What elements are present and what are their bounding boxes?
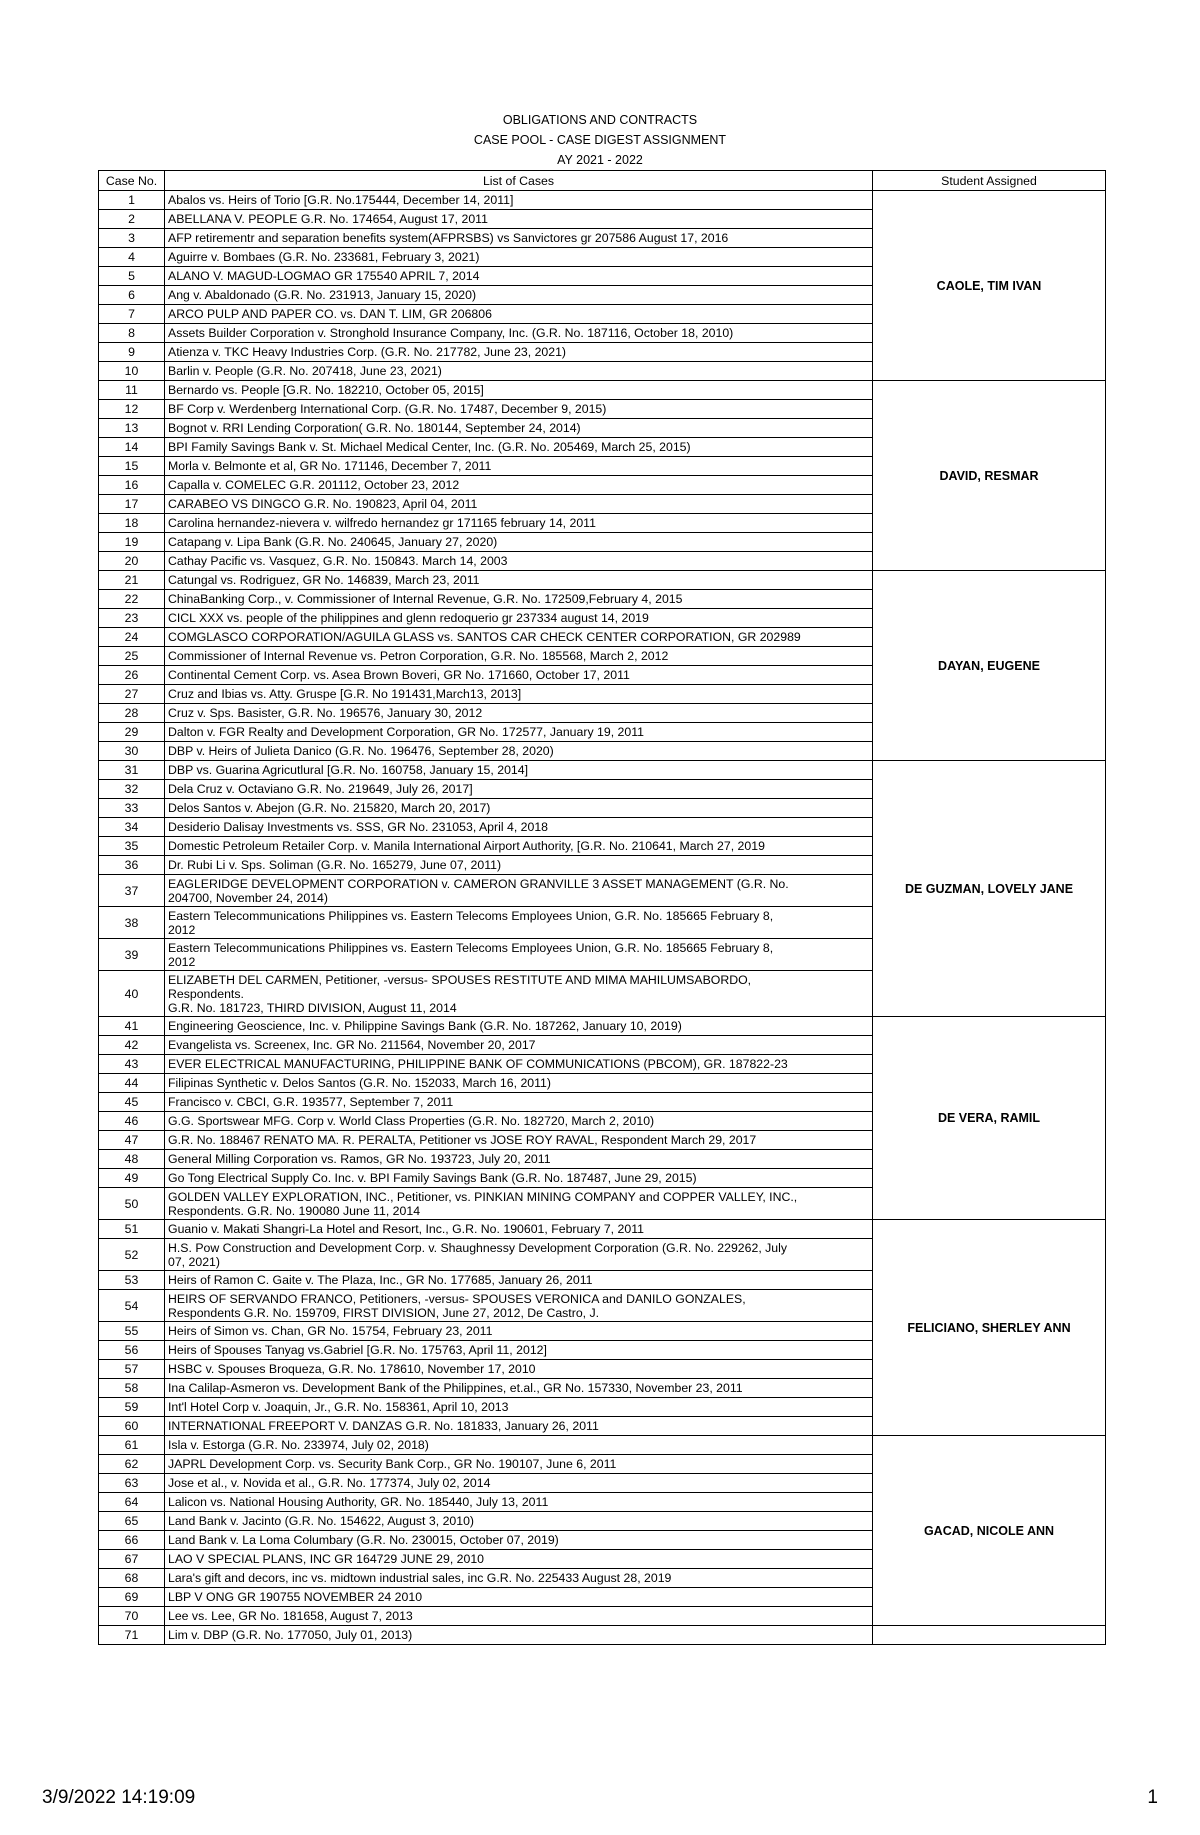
case-title: Dr. Rubi Li v. Sps. Soliman (G.R. No. 165279, June 07, 2011) — [165, 856, 873, 875]
student-assigned: DAVID, RESMAR — [873, 381, 1106, 571]
case-number: 26 — [99, 666, 165, 685]
case-number: 14 — [99, 438, 165, 457]
case-title: Barlin v. People (G.R. No. 207418, June 23, 2021) — [165, 362, 873, 381]
case-number: 13 — [99, 419, 165, 438]
case-title: G.G. Sportswear MFG. Corp v. World Class Properties (G.R. No. 182720, March 2, 2010) — [165, 1112, 873, 1131]
case-title: DBP v. Heirs of Julieta Danico (G.R. No. 196476, September 28, 2020) — [165, 742, 873, 761]
case-number: 51 — [99, 1220, 165, 1239]
case-number: 19 — [99, 533, 165, 552]
case-title: BF Corp v. Werdenberg International Corp. (G.R. No. 17487, December 9, 2015) — [165, 400, 873, 419]
case-number: 56 — [99, 1341, 165, 1360]
case-number: 66 — [99, 1531, 165, 1550]
student-assigned — [873, 1626, 1106, 1645]
case-number: 10 — [99, 362, 165, 381]
case-title: Bognot v. RRI Lending Corporation( G.R. No. 180144, September 24, 2014) — [165, 419, 873, 438]
case-title: CICL XXX vs. people of the philippines and glenn redoquerio gr 237334 august 14, 2019 — [165, 609, 873, 628]
case-number: 58 — [99, 1379, 165, 1398]
case-number: 24 — [99, 628, 165, 647]
case-number: 67 — [99, 1550, 165, 1569]
case-title: CARABEO VS DINGCO G.R. No. 190823, April 04, 2011 — [165, 495, 873, 514]
case-title: Lim v. DBP (G.R. No. 177050, July 01, 2013) — [165, 1626, 873, 1645]
header-case-no: Case No. — [99, 171, 165, 191]
case-title: Catungal vs. Rodriguez, GR No. 146839, March 23, 2011 — [165, 571, 873, 590]
case-title: Assets Builder Corporation v. Stronghold Insurance Company, Inc. (G.R. No. 187116, October 18, 2010) — [165, 324, 873, 343]
case-number: 59 — [99, 1398, 165, 1417]
case-number: 30 — [99, 742, 165, 761]
case-number: 64 — [99, 1493, 165, 1512]
case-number: 39 — [99, 939, 165, 971]
case-title: DBP vs. Guarina Agricutlural [G.R. No. 160758, January 15, 2014] — [165, 761, 873, 780]
case-title: Catapang v. Lipa Bank (G.R. No. 240645, January 27, 2020) — [165, 533, 873, 552]
page-number: 1 — [1147, 1787, 1158, 1808]
case-number: 20 — [99, 552, 165, 571]
case-title-line: ELIZABETH DEL CARMEN, Petitioner, -versus- SPOUSES RESTITUTE AND MIMA MAHILUMSABORDO, — [168, 972, 752, 987]
case-number: 65 — [99, 1512, 165, 1531]
case-title: INTERNATIONAL FREEPORT V. DANZAS G.R. No. 181833, January 26, 2011 — [165, 1417, 873, 1436]
case-title: COMGLASCO CORPORATION/AGUILA GLASS vs. SANTOS CAR CHECK CENTER CORPORATION, GR 202989 — [165, 628, 873, 647]
case-number: 61 — [99, 1436, 165, 1455]
case-number: 42 — [99, 1036, 165, 1055]
case-number: 40 — [99, 971, 165, 1017]
case-number: 27 — [99, 685, 165, 704]
case-title: Bernardo vs. People [G.R. No. 182210, October 05, 2015] — [165, 381, 873, 400]
course-title: OBLIGATIONS AND CONTRACTS — [502, 113, 698, 127]
student-assigned: DE GUZMAN, LOVELY JANE — [873, 761, 1106, 1017]
case-title: Isla v. Estorga (G.R. No. 233974, July 02, 2018) — [165, 1436, 873, 1455]
case-title: Heirs of Spouses Tanyag vs.Gabriel [G.R. No. 175763, April 11, 2012] — [165, 1341, 873, 1360]
case-title: Ang v. Abaldonado (G.R. No. 231913, January 15, 2020) — [165, 286, 873, 305]
case-title: Morla v. Belmonte et al, GR No. 171146, December 7, 2011 — [165, 457, 873, 476]
case-number: 3 — [99, 229, 165, 248]
case-title-line: Respondents. — [168, 986, 244, 1001]
case-number: 34 — [99, 818, 165, 837]
case-number: 32 — [99, 780, 165, 799]
case-number: 46 — [99, 1112, 165, 1131]
case-title — [165, 1239, 873, 1271]
case-title: General Milling Corporation vs. Ramos, GR No. 193723, July 20, 2011 — [165, 1150, 873, 1169]
case-number: 16 — [99, 476, 165, 495]
case-title-line: Respondents G.R. No. 159709, FIRST DIVISION, June 27, 2012, De Castro, J. — [168, 1305, 600, 1320]
case-number: 5 — [99, 267, 165, 286]
student-assigned: GACAD, NICOLE ANN — [873, 1436, 1106, 1626]
case-title: HSBC v. Spouses Broqueza, G.R. No. 178610, November 17, 2010 — [165, 1360, 873, 1379]
case-number: 52 — [99, 1239, 165, 1271]
case-title: Lara's gift and decors, inc vs. midtown industrial sales, inc G.R. No. 225433 August 28, 2019 — [165, 1569, 873, 1588]
table-header-row — [99, 171, 1106, 191]
table-row — [99, 1017, 1106, 1036]
case-number: 35 — [99, 837, 165, 856]
case-title: Int'l Hotel Corp v. Joaquin, Jr., G.R. No. 158361, April 10, 2013 — [165, 1398, 873, 1417]
case-title: Dela Cruz v. Octaviano G.R. No. 219649, July 26, 2017] — [165, 780, 873, 799]
case-title: ABELLANA V. PEOPLE G.R. No. 174654, August 17, 2011 — [165, 210, 873, 229]
table-row — [99, 1626, 1106, 1645]
case-number: 63 — [99, 1474, 165, 1493]
case-number: 22 — [99, 590, 165, 609]
case-title-line: G.R. No. 181723, THIRD DIVISION, August 11, 2014 — [168, 1000, 457, 1015]
case-number: 47 — [99, 1131, 165, 1150]
document-subtitle: CASE POOL - CASE DIGEST ASSIGNMENT — [473, 133, 727, 147]
case-number: 17 — [99, 495, 165, 514]
table-row — [99, 1436, 1106, 1455]
case-title: Heirs of Simon vs. Chan, GR No. 15754, February 23, 2011 — [165, 1322, 873, 1341]
case-title: LAO V SPECIAL PLANS, INC GR 164729 JUNE 29, 2010 — [165, 1550, 873, 1569]
case-title — [165, 907, 873, 939]
case-title — [165, 939, 873, 971]
case-title: Heirs of Ramon C. Gaite v. The Plaza, Inc., GR No. 177685, January 26, 2011 — [165, 1271, 873, 1290]
case-title: Desiderio Dalisay Investments vs. SSS, GR No. 231053, April 4, 2018 — [165, 818, 873, 837]
case-number: 38 — [99, 907, 165, 939]
header-student-assigned: Student Assigned — [873, 171, 1106, 191]
case-title: Aguirre v. Bombaes (G.R. No. 233681, February 3, 2021) — [165, 248, 873, 267]
case-title-line: Eastern Telecommunications Philippines vs. Eastern Telecoms Employees Union, G.R. No. 185665 February 8, — [168, 940, 774, 955]
case-number: 44 — [99, 1074, 165, 1093]
case-title: Atienza v. TKC Heavy Industries Corp. (G.R. No. 217782, June 23, 2021) — [165, 343, 873, 362]
case-number: 33 — [99, 799, 165, 818]
case-title: Commissioner of Internal Revenue vs. Petron Corporation, G.R. No. 185568, March 2, 2012 — [165, 647, 873, 666]
case-number: 57 — [99, 1360, 165, 1379]
case-title: Engineering Geoscience, Inc. v. Philippine Savings Bank (G.R. No. 187262, January 10, 2019) — [165, 1017, 873, 1036]
case-title: Jose et al., v. Novida et al., G.R. No. 177374, July 02, 2014 — [165, 1474, 873, 1493]
case-title: JAPRL Development Corp. vs. Security Bank Corp., GR No. 190107, June 6, 2011 — [165, 1455, 873, 1474]
case-number: 4 — [99, 248, 165, 267]
case-title: Evangelista vs. Screenex, Inc. GR No. 211564, November 20, 2017 — [165, 1036, 873, 1055]
case-title: Ina Calilap-Asmeron vs. Development Bank of the Philippines, et.al., GR No. 157330, November 23, 2011 — [165, 1379, 873, 1398]
case-number: 53 — [99, 1271, 165, 1290]
case-title: ARCO PULP AND PAPER CO. vs. DAN T. LIM, GR 206806 — [165, 305, 873, 324]
case-number: 15 — [99, 457, 165, 476]
case-number: 70 — [99, 1607, 165, 1626]
header-list-of-cases: List of Cases — [165, 171, 873, 191]
case-title: Land Bank v. La Loma Columbary (G.R. No. 230015, October 07, 2019) — [165, 1531, 873, 1550]
case-title: Continental Cement Corp. vs. Asea Brown Boveri, GR No. 171660, October 17, 2011 — [165, 666, 873, 685]
case-number: 54 — [99, 1290, 165, 1322]
case-number: 71 — [99, 1626, 165, 1645]
case-number: 62 — [99, 1455, 165, 1474]
case-title-line: 2012 — [168, 922, 196, 937]
case-number: 31 — [99, 761, 165, 780]
case-title: Go Tong Electrical Supply Co. Inc. v. BPI Family Savings Bank (G.R. No. 187487, June 29, 2015) — [165, 1169, 873, 1188]
case-number: 48 — [99, 1150, 165, 1169]
case-number: 12 — [99, 400, 165, 419]
table-row — [99, 381, 1106, 400]
case-title: Cruz v. Sps. Basister, G.R. No. 196576, January 30, 2012 — [165, 704, 873, 723]
case-title: Lee vs. Lee, GR No. 181658, August 7, 2013 — [165, 1607, 873, 1626]
case-title: G.R. No. 188467 RENATO MA. R. PERALTA, Petitioner vs JOSE ROY RAVAL, Respondent March 29, 2017 — [165, 1131, 873, 1150]
case-number: 23 — [99, 609, 165, 628]
case-title-line: 2012 — [168, 954, 196, 969]
table-row — [99, 1220, 1106, 1239]
case-title: Abalos vs. Heirs of Torio [G.R. No.175444, December 14, 2011] — [165, 191, 873, 210]
case-number: 8 — [99, 324, 165, 343]
case-title: Dalton v. FGR Realty and Development Corporation, GR No. 172577, January 19, 2011 — [165, 723, 873, 742]
case-title: Land Bank v. Jacinto (G.R. No. 154622, August 3, 2010) — [165, 1512, 873, 1531]
case-number: 45 — [99, 1093, 165, 1112]
case-title-line: 204700, November 24, 2014) — [168, 890, 328, 905]
case-title-line: 07, 2021) — [168, 1254, 220, 1269]
table-row — [99, 761, 1106, 780]
table-row — [99, 191, 1106, 210]
case-number: 49 — [99, 1169, 165, 1188]
student-assigned: FELICIANO, SHERLEY ANN — [873, 1220, 1106, 1436]
case-number: 60 — [99, 1417, 165, 1436]
case-number: 11 — [99, 381, 165, 400]
case-number: 25 — [99, 647, 165, 666]
case-title-line: Eastern Telecommunications Philippines vs. Eastern Telecoms Employees Union, G.R. No. 185665 February 8, — [168, 908, 774, 923]
case-title: Carolina hernandez-nievera v. wilfredo hernandez gr 171165 february 14, 2011 — [165, 514, 873, 533]
case-number: 43 — [99, 1055, 165, 1074]
table-body — [99, 191, 1106, 1645]
case-title — [165, 971, 873, 1017]
case-number: 18 — [99, 514, 165, 533]
case-number: 55 — [99, 1322, 165, 1341]
academic-year: AY 2021 - 2022 — [557, 153, 643, 167]
case-title — [165, 1290, 873, 1322]
case-number: 50 — [99, 1188, 165, 1220]
case-title: Capalla v. COMELEC G.R. 201112, October 23, 2012 — [165, 476, 873, 495]
case-number: 68 — [99, 1569, 165, 1588]
case-number: 41 — [99, 1017, 165, 1036]
case-title: Delos Santos v. Abejon (G.R. No. 215820, March 20, 2017) — [165, 799, 873, 818]
case-title: Francisco v. CBCI, G.R. 193577, September 7, 2011 — [165, 1093, 873, 1112]
case-title: EVER ELECTRICAL MANUFACTURING, PHILIPPINE BANK OF COMMUNICATIONS (PBCOM), GR. 187822-23 — [165, 1055, 873, 1074]
case-title: Lalicon vs. National Housing Authority, GR. No. 185440, July 13, 2011 — [165, 1493, 873, 1512]
case-title-line: H.S. Pow Construction and Development Corp. v. Shaughnessy Development Corporation (G.R. No. 229262, July — [168, 1240, 788, 1255]
case-title: ChinaBanking Corp., v. Commissioner of Internal Revenue, G.R. No. 172509,February 4, 2015 — [165, 590, 873, 609]
case-title: ALANO V. MAGUD-LOGMAO GR 175540 APRIL 7, 2014 — [165, 267, 873, 286]
case-number: 9 — [99, 343, 165, 362]
case-title — [165, 875, 873, 907]
print-timestamp: 3/9/2022 14:19:09 — [42, 1787, 196, 1808]
case-title-line: HEIRS OF SERVANDO FRANCO, Petitioners, -versus- SPOUSES VERONICA and DANILO GONZALES, — [168, 1291, 746, 1306]
table-row — [99, 571, 1106, 590]
case-title-line: Respondents. G.R. No. 190080 June 11, 2014 — [168, 1203, 421, 1218]
case-assignment-table — [98, 170, 1106, 1645]
case-number: 29 — [99, 723, 165, 742]
case-title: Filipinas Synthetic v. Delos Santos (G.R. No. 152033, March 16, 2011) — [165, 1074, 873, 1093]
case-number: 6 — [99, 286, 165, 305]
case-number: 2 — [99, 210, 165, 229]
case-title — [165, 1188, 873, 1220]
case-number: 28 — [99, 704, 165, 723]
case-title: BPI Family Savings Bank v. St. Michael Medical Center, Inc. (G.R. No. 205469, March 25, 2015) — [165, 438, 873, 457]
case-number: 36 — [99, 856, 165, 875]
student-assigned: DAYAN, EUGENE — [873, 571, 1106, 761]
case-title: Cruz and Ibias vs. Atty. Gruspe [G.R. No 191431,March13, 2013] — [165, 685, 873, 704]
case-number: 69 — [99, 1588, 165, 1607]
case-title: Domestic Petroleum Retailer Corp. v. Manila International Airport Authority, [G.R. No. 210641, March 27, 2019 — [165, 837, 873, 856]
case-title: Guanio v. Makati Shangri-La Hotel and Resort, Inc., G.R. No. 190601, February 7, 2011 — [165, 1220, 873, 1239]
case-title: Cathay Pacific vs. Vasquez, G.R. No. 150843. March 14, 2003 — [165, 552, 873, 571]
case-number: 37 — [99, 875, 165, 907]
student-assigned: CAOLE, TIM IVAN — [873, 191, 1106, 381]
student-assigned: DE VERA, RAMIL — [873, 1017, 1106, 1220]
case-title-line: GOLDEN VALLEY EXPLORATION, INC., Petitioner, vs. PINKIAN MINING COMPANY and COPPER VALLEY, INC., — [168, 1189, 798, 1204]
case-number: 21 — [99, 571, 165, 590]
case-title: AFP retirementr and separation benefits system(AFPRSBS) vs Sanvictores gr 207586 August 17, 2016 — [165, 229, 873, 248]
case-title-line: EAGLERIDGE DEVELOPMENT CORPORATION v. CAMERON GRANVILLE 3 ASSET MANAGEMENT (G.R. No. — [168, 876, 789, 891]
case-number: 1 — [99, 191, 165, 210]
case-number: 7 — [99, 305, 165, 324]
document-title-block — [0, 110, 1200, 170]
case-title: LBP V ONG GR 190755 NOVEMBER 24 2010 — [165, 1588, 873, 1607]
